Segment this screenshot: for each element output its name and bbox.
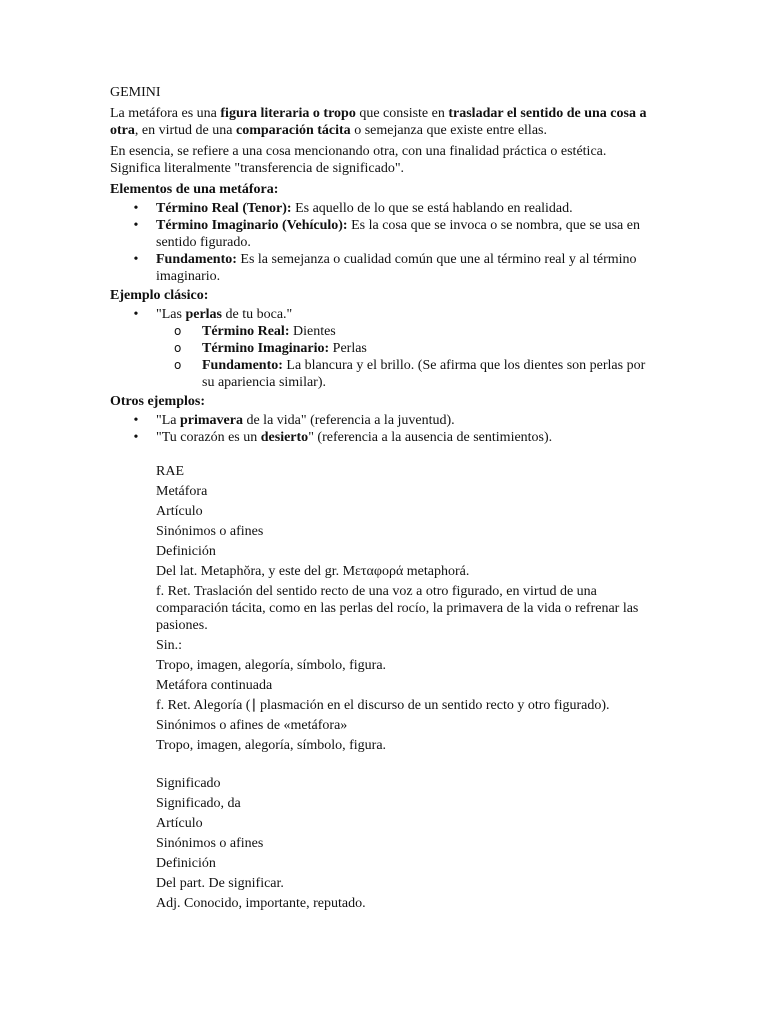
intro-bold-trasladar: trasladar el sentido de una cosa a otra (110, 106, 647, 138)
example-text: " (referencia a la ausencia de sentimientos). (308, 430, 553, 445)
elements-heading: Elementos de una metáfora: (110, 182, 279, 197)
example-bold: primavera (179, 413, 243, 428)
rae-line: Metáfora (156, 484, 208, 499)
example-text: de la vida" (referencia a la juventud). (242, 413, 455, 428)
sub-term: Término Real: (202, 324, 290, 339)
intro-text: que consiste en (355, 106, 449, 121)
intro-text: , en virtud de una (134, 123, 236, 138)
bullet-icon: • (133, 413, 139, 428)
circle-bullet-icon: o (174, 324, 182, 338)
element-desc: Es la cosa que se invoca o se nombra, que se usa en sentido figurado. (156, 218, 640, 250)
element-desc: Es la semejanza o cualidad común que une al término real y al término imaginario. (156, 252, 637, 284)
rae-line: Sin.: (156, 638, 183, 653)
rae-section (110, 462, 658, 914)
bullet-icon: • (133, 201, 139, 216)
section-gap (156, 756, 658, 774)
intro-bold-figura: figura literaria o tropo (220, 106, 356, 121)
circle-bullet-icon: o (174, 341, 182, 355)
list-item (110, 217, 658, 251)
list-item (110, 251, 658, 285)
sub-list-item (156, 357, 658, 391)
bullet-icon: • (133, 307, 139, 322)
elements-list (110, 200, 658, 285)
alegoria-text: f. Ret. Alegoría ( (156, 698, 251, 713)
sub-term: Fundamento: (202, 358, 283, 373)
list-item (110, 200, 658, 217)
sub-term: Término Imaginario: (202, 341, 330, 356)
rae-line: Artículo (156, 504, 203, 519)
significado-line: Definición (156, 856, 216, 871)
essence-paragraph: En esencia, se refiere a una cosa mencionando otra, con una finalidad práctica o estética. Significa literalmente "transferencia de significado". (110, 144, 607, 176)
intro-text: o semejanza que existe entre ellas. (350, 123, 547, 138)
intro-text: La metáfora es una (110, 106, 221, 121)
list-item (110, 306, 658, 391)
list-item (110, 429, 658, 446)
rae-line: Del lat. Metaphŏra, y este del gr. Μεταφορά metaphorá. (156, 564, 470, 579)
classic-sublist (156, 323, 658, 391)
sub-desc: Dientes (289, 324, 336, 339)
missing-glyph-icon: ┃ (250, 699, 258, 712)
example-text: "La (156, 413, 180, 428)
section-title-gemini: GEMINI (110, 85, 161, 100)
example-text: de tu boca." (222, 307, 293, 322)
intro-bold-comparacion: comparación tácita (235, 123, 351, 138)
significado-line: Del part. De significar. (156, 876, 284, 891)
example-bold: desierto (260, 430, 309, 445)
example-bold: perlas (185, 307, 222, 322)
others-list (110, 412, 658, 446)
rae-line: Tropo, imagen, alegoría, símbolo, figura. (156, 658, 387, 673)
circle-bullet-icon: o (174, 358, 182, 372)
rae-line: Sinónimos o afines de «metáfora» (156, 718, 348, 733)
bullet-icon: • (133, 430, 139, 445)
list-item (110, 412, 658, 429)
rae-line: Metáfora continuada (156, 678, 273, 693)
significado-line: Adj. Conocido, importante, reputado. (156, 896, 366, 911)
document-page (110, 84, 658, 914)
classic-heading: Ejemplo clásico: (110, 288, 209, 303)
rae-line: Definición (156, 544, 216, 559)
significado-line: Sinónimos o afines (156, 836, 264, 851)
bullet-icon: • (133, 218, 139, 233)
rae-alegoria-line (156, 696, 658, 716)
significado-line: Artículo (156, 816, 203, 831)
sub-list-item (156, 323, 658, 340)
classic-list (110, 306, 658, 391)
rae-line: Sinónimos o afines (156, 524, 264, 539)
intro-paragraph (110, 105, 658, 139)
example-text: "Las (156, 307, 186, 322)
element-desc: Es aquello de lo que se está hablando en realidad. (291, 201, 573, 216)
others-heading: Otros ejemplos: (110, 394, 205, 409)
sub-desc: Perlas (329, 341, 367, 356)
rae-line: Tropo, imagen, alegoría, símbolo, figura. (156, 738, 387, 753)
bullet-icon: • (133, 252, 139, 267)
significado-line: Significado (156, 776, 221, 791)
element-term: Término Real (Tenor): (156, 201, 292, 216)
element-term: Término Imaginario (Vehículo): (156, 218, 348, 233)
rae-line: RAE (156, 464, 184, 479)
element-term: Fundamento: (156, 252, 237, 267)
significado-line: Significado, da (156, 796, 241, 811)
example-text: "Tu corazón es un (156, 430, 261, 445)
sub-list-item (156, 340, 658, 357)
alegoria-text: plasmación en el discurso de un sentido recto y otro figurado). (256, 698, 610, 713)
rae-definition: f. Ret. Traslación del sentido recto de una voz a otro figurado, en virtud de una comparación tácita, como en las perlas del rocío, la primavera de la vida o refrenar las pasiones. (156, 584, 639, 633)
sub-desc: La blancura y el brillo. (Se afirma que los dientes son perlas por su apariencia similar). (202, 358, 646, 390)
